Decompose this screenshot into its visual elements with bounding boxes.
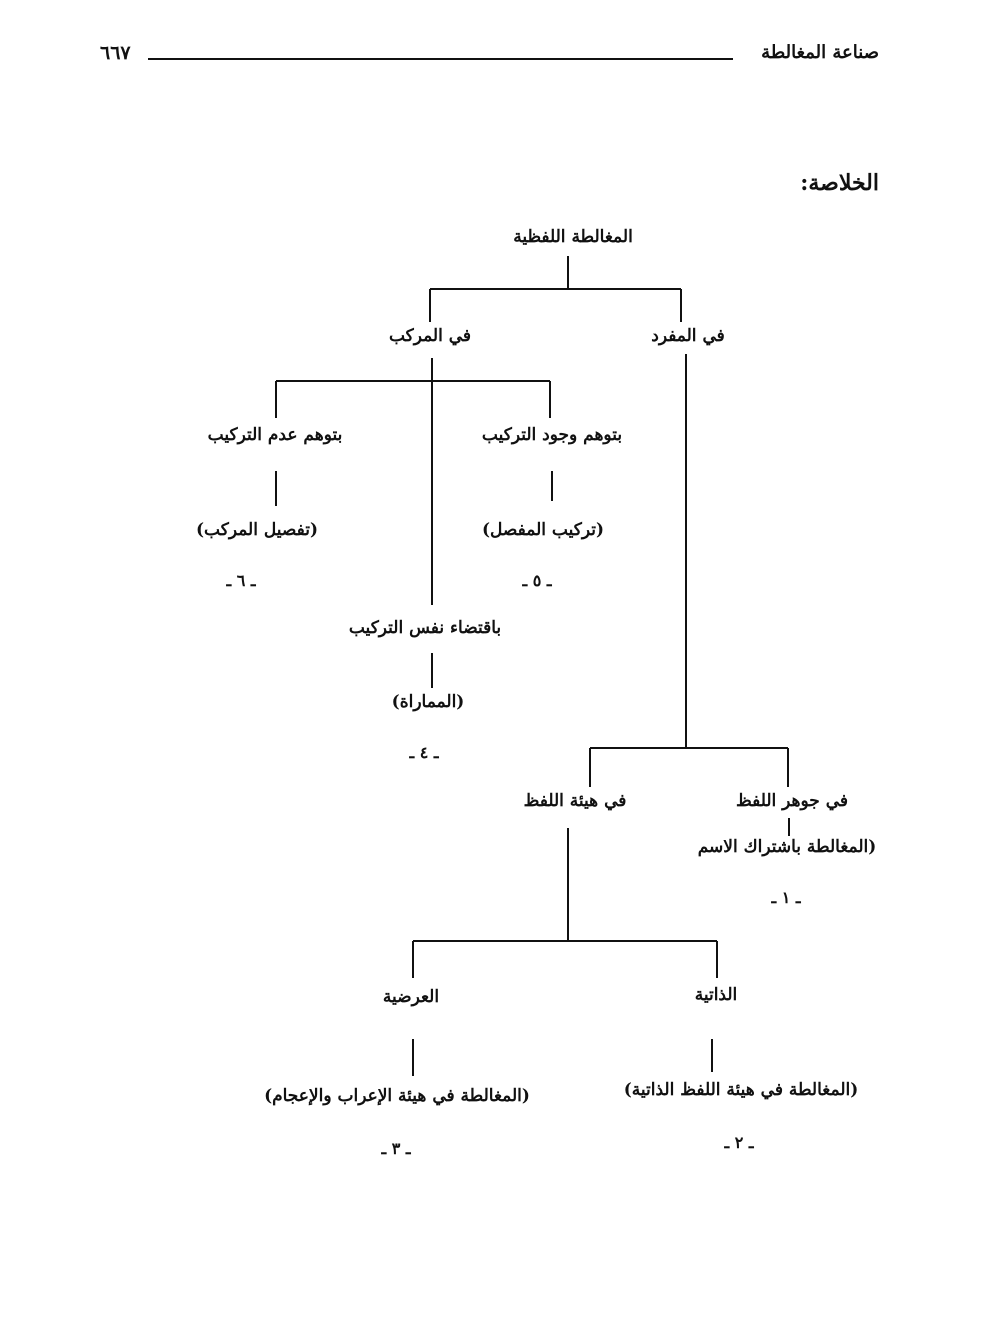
item-number-4: ـ ٤ ـ (409, 743, 439, 762)
node-tarkib-mufassal: (تركيب المفصل) (482, 520, 604, 540)
node-aradiyya: العرضية (382, 987, 440, 1007)
node-mufrad: في المفرد (651, 326, 725, 346)
node-hayat-lafz: في هيئة اللفظ (523, 791, 627, 811)
item-number-1: ـ ١ ـ (771, 888, 801, 907)
section-heading: الخلاصة: (800, 170, 879, 196)
running-title: صناعة المغالطة (761, 42, 879, 63)
node-ishtirak-ism: (المغالطة باشتراك الاسم (697, 837, 877, 857)
node-iqtida: باقتضاء نفس التركيب (348, 618, 502, 638)
item-number-3: ـ ٣ ـ (381, 1139, 411, 1158)
node-adam-tarkib: بتوهم عدم التركيب (207, 425, 343, 445)
item-number-5: ـ ٥ ـ (522, 571, 552, 590)
node-wujud-tarkib: بتوهم وجود التركيب (481, 425, 623, 445)
node-murakkab: في المركب (388, 326, 472, 346)
node-dhatiyya: الذاتية (694, 985, 738, 1005)
node-mughalata-dhatiyya: (المغالطة في هيئة اللفظ الذاتية) (623, 1080, 859, 1100)
node-root: المغالطة اللفظية (513, 227, 633, 247)
page-number: ٦٦٧ (100, 42, 131, 64)
node-mughalata-irab: (المغالطة في هيئة الإعراب والإعجام) (264, 1086, 530, 1106)
node-jawhar-lafz: في جوهر اللفظ (735, 791, 849, 811)
item-number-2: ـ ٢ ـ (724, 1133, 754, 1152)
node-mumarat: (المماراة) (391, 692, 465, 712)
node-tafsil-murakkab: (تفصيل المركب) (196, 520, 318, 540)
item-number-6: ـ ٦ ـ (226, 571, 256, 590)
